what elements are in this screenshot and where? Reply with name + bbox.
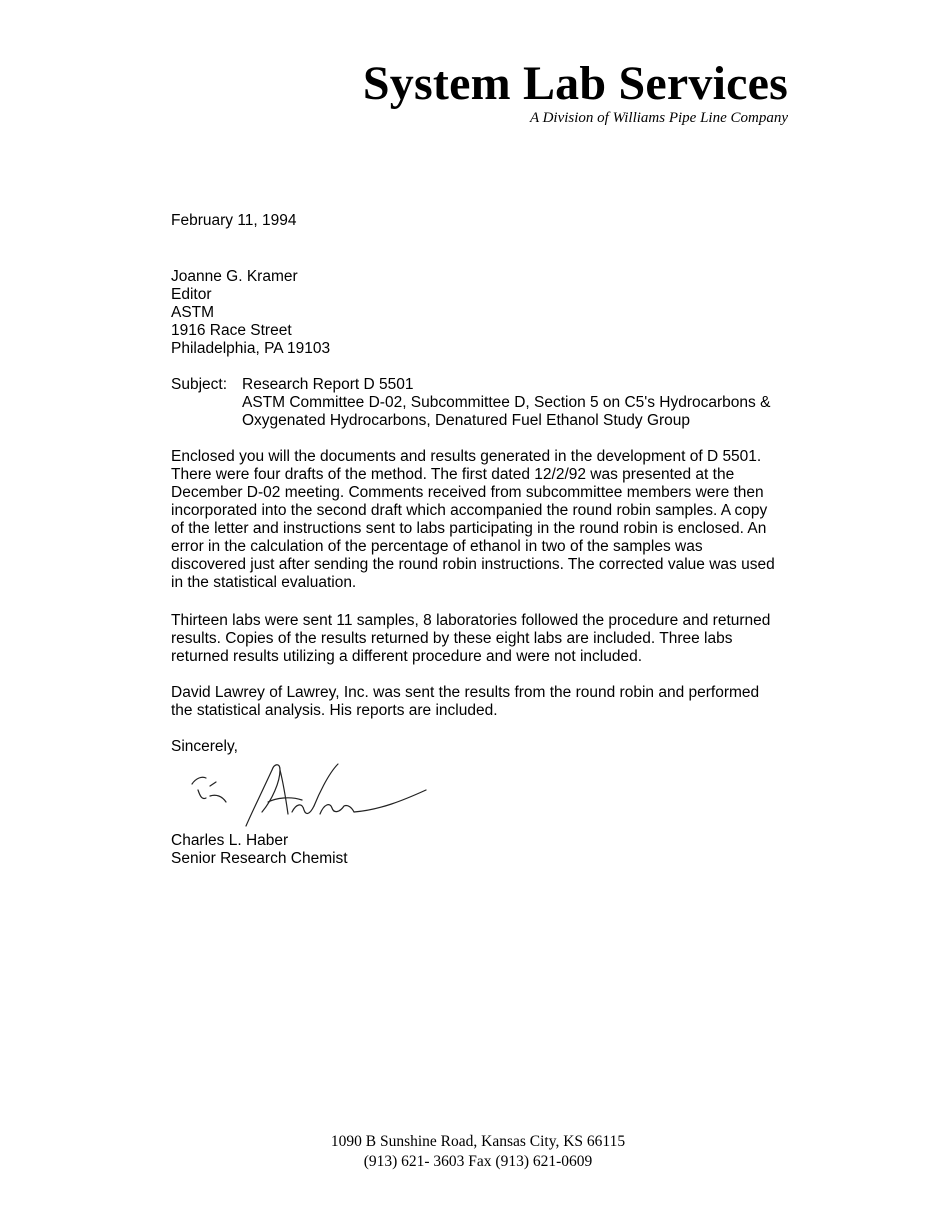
signer-name: Charles L. Haber <box>171 832 289 849</box>
signer-block <box>171 832 348 868</box>
paragraph-line: incorporated into the second draft which accompanied the round robin samples. A copy <box>171 502 768 519</box>
recipient-title: Editor <box>171 286 212 303</box>
paragraph-line: Enclosed you will the documents and results generated in the development of D 5501. <box>171 448 762 465</box>
recipient-street: 1916 Race Street <box>171 322 292 339</box>
letter-date: February 11, 1994 <box>171 212 297 229</box>
paragraph-line: in the statistical evaluation. <box>171 574 357 591</box>
paragraph-line: of the letter and instructions sent to labs participating in the round robin is enclosed. An <box>171 520 767 537</box>
subject-line: Research Report D 5501 <box>242 376 414 393</box>
footer-address: 1090 B Sunshine Road, Kansas City, KS 66115 <box>330 1133 626 1150</box>
paragraph-line: error in the calculation of the percentage of ethanol in two of the samples was <box>171 538 703 555</box>
handwritten-signature <box>180 756 430 836</box>
paragraph-line: December D-02 meeting. Comments received from subcommittee members were then <box>171 484 764 501</box>
footer <box>0 1132 950 1172</box>
paragraph-line: David Lawrey of Lawrey, Inc. was sent the results from the round robin and performed <box>171 684 760 701</box>
body-paragraph-3 <box>171 684 791 720</box>
paragraph-line: There were four drafts of the method. The first dated 12/2/92 was presented at the <box>171 466 735 483</box>
subject-line: ASTM Committee D-02, Subcommittee D, Section 5 on C5's Hydrocarbons & <box>242 394 771 411</box>
paragraph-line: discovered just after sending the round robin instructions. The corrected value was used <box>171 556 775 573</box>
body-paragraph-1 <box>171 448 791 592</box>
recipient-organization: ASTM <box>171 304 215 321</box>
recipient-name: Joanne G. Kramer <box>171 268 298 285</box>
letterhead-title: System Lab Services <box>362 57 788 110</box>
subject-label: Subject: <box>171 376 228 393</box>
body-paragraph-2 <box>171 612 791 666</box>
paragraph-line: results. Copies of the results returned by these eight labs are included. Three labs <box>171 630 733 647</box>
signer-title: Senior Research Chemist <box>171 850 348 867</box>
recipient-address <box>171 268 330 358</box>
closing: Sincerely, <box>171 738 238 755</box>
paragraph-line: the statistical analysis. His reports are included. <box>171 702 498 719</box>
subject-block <box>171 376 791 430</box>
paragraph-line: returned results utilizing a different procedure and were not included. <box>171 648 643 665</box>
letterhead-subtitle: A Division of Williams Pipe Line Company <box>529 110 788 126</box>
paragraph-line: Thirteen labs were sent 11 samples, 8 laboratories followed the procedure and returned <box>171 612 771 629</box>
recipient-city: Philadelphia, PA 19103 <box>171 340 331 357</box>
footer-phone: (913) 621- 3603 Fax (913) 621-0609 <box>363 1153 593 1170</box>
subject-line: Oxygenated Hydrocarbons, Denatured Fuel Ethanol Study Group <box>242 412 691 429</box>
